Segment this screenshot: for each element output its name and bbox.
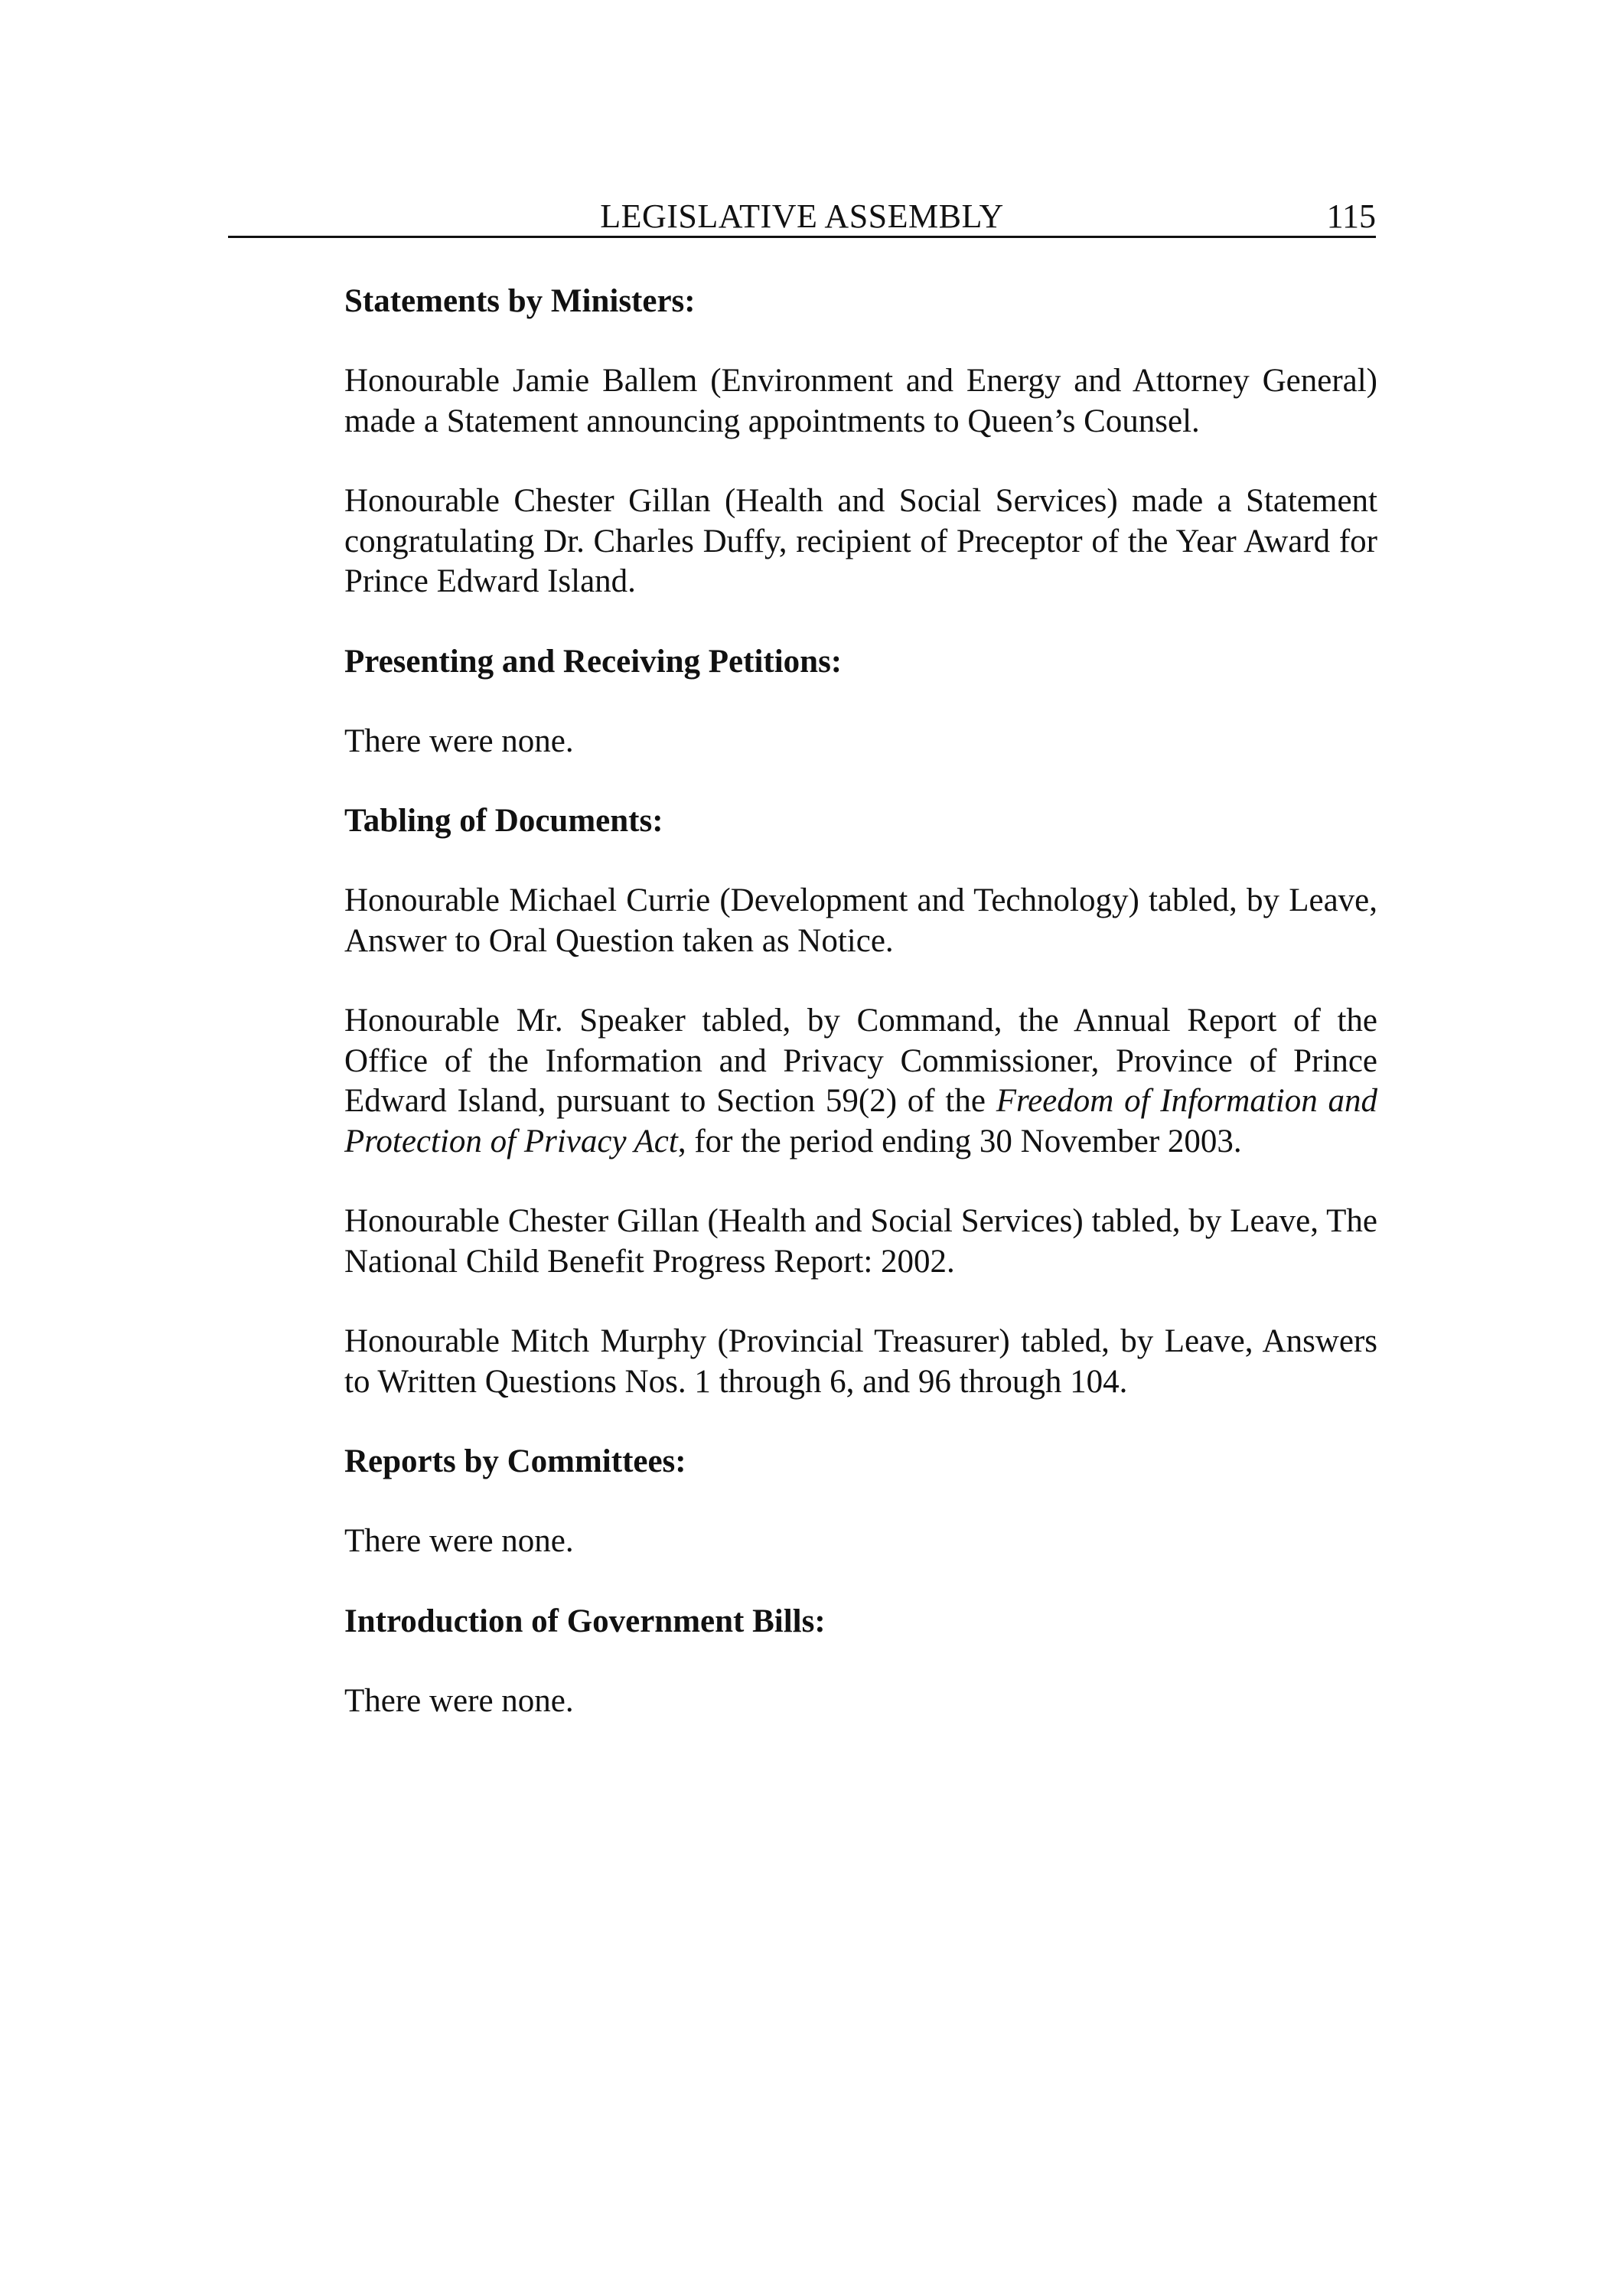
paragraph-gillan-statement: Honourable Chester Gillan (Health and Social Services) made a Statement congratulating Dr. Charles Duffy, recipient of Preceptor of the Year Award for Prince Edward Island. — [344, 483, 1377, 599]
paragraph-currie-tabling: Honourable Michael Currie (Development and Technology) tabled, by Leave, Answer to Oral Question taken as Notice. — [344, 882, 1377, 959]
header-rule — [228, 236, 1376, 238]
running-header — [228, 194, 1376, 236]
paragraph-bills-none: There were none. — [344, 1682, 574, 1719]
paragraph-speaker-tabling — [344, 1001, 1377, 1162]
act-title: Freedom of Information and Protection of Privacy Act — [344, 1083, 1378, 1159]
paragraph-gillan-tabling: Honourable Chester Gillan (Health and Social Services) tabled, by Leave, The National Child Benefit Progress Report: 2002. — [344, 1203, 1377, 1280]
paragraph-committees-none: There were none. — [344, 1523, 574, 1559]
section-heading-statements: Statements by Ministers: — [344, 283, 696, 319]
speaker-text-before: Honourable Mr. Speaker tabled, by Command, the Annual Report of the Office of the Information and Privacy Commissioner, Province of Prince Edward Island, pursuant to Section 59(2) of the — [344, 1003, 1377, 1119]
section-heading-government-bills: Introduction of Government Bills: — [344, 1603, 826, 1639]
paragraph-ballem-statement: Honourable Jamie Ballem (Environment and Energy and Attorney General) made a Statement announcing appointments to Queen’s Counsel. — [344, 363, 1377, 439]
page-body — [344, 282, 1377, 1761]
paragraph-petitions-none: There were none. — [344, 722, 574, 759]
section-heading-committees: Reports by Committees: — [344, 1443, 686, 1479]
speaker-text-after: , for the period ending 30 November 2003. — [677, 1123, 1242, 1159]
header-title: LEGISLATIVE ASSEMBLY — [600, 197, 1004, 235]
section-heading-tabling: Tabling of Documents: — [344, 803, 663, 839]
paragraph-murphy-tabling: Honourable Mitch Murphy (Provincial Treasurer) tabled, by Leave, Answers to Written Questions Nos. 1 through 6, and 96 through 104. — [344, 1323, 1377, 1400]
section-heading-petitions: Presenting and Receiving Petitions: — [344, 643, 843, 680]
page-number: 115 — [1326, 197, 1376, 235]
